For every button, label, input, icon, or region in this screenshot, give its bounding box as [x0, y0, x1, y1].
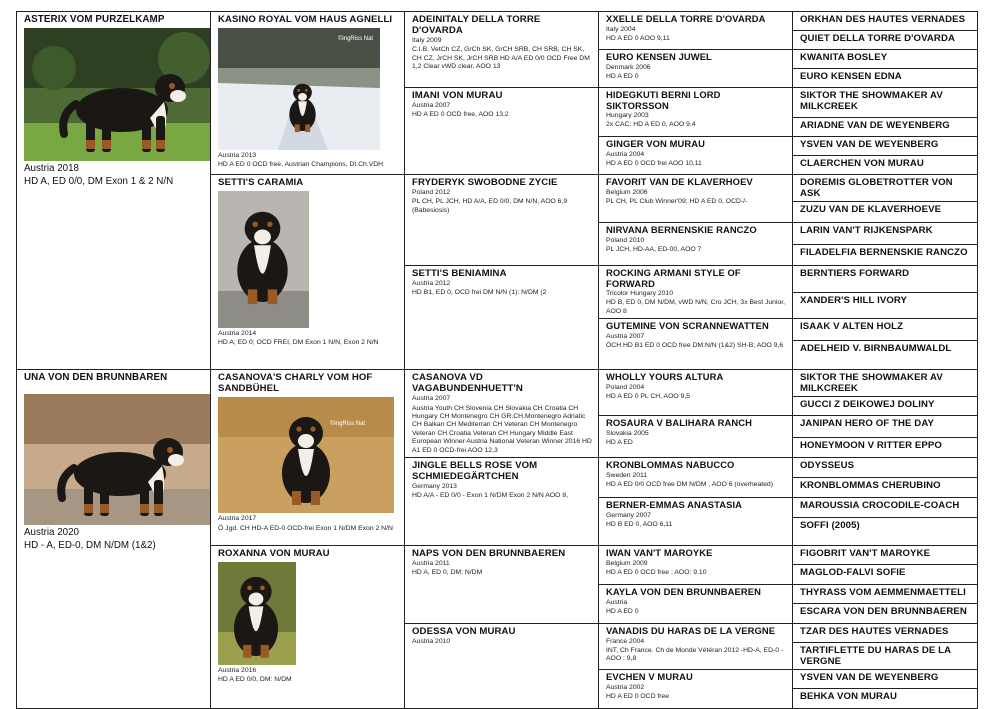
gen3-cell-6: [405, 458, 599, 546]
granddam-2-details: HD A ED 0/0, DM: N/DM: [218, 676, 292, 684]
photo-watermark: ©ingRiss Nat: [330, 421, 366, 428]
gen3-cell-1: [405, 12, 599, 88]
gen5-name: BEHKA VON MURAU: [800, 691, 898, 703]
gen4-country-year: Austria 2002: [606, 683, 645, 691]
granddam-1-name: SETTI'S CARAMIA: [218, 177, 304, 188]
gen5-name: GUCCI Z DEIKOWEJ DOLINY: [800, 399, 935, 411]
gen3-details: HD A, ED 0, DM: N/DM: [412, 569, 483, 577]
sire-name: ASTERIX VOM PURZELKAMP: [24, 14, 165, 25]
sire-health: HD A, ED 0/0, DM Exon 1 & 2 N/N: [24, 176, 174, 187]
gen4-cell-3: [599, 88, 793, 137]
gen3-name: ODESSA VON MURAU: [412, 626, 516, 638]
grandsire-2-country-year: Austria 2017: [218, 515, 257, 523]
gen3-details: HD A/A - ED 0/0 - Exon 1 N/DM Exon 2 N/N AOO 8,: [412, 492, 569, 500]
gen4-details: 2x CAC; HD A ED 0, AOO 9,4: [606, 121, 696, 129]
gen4-details: PL JCH, HD-AA, ED-00, AOO 7: [606, 245, 702, 253]
gen4-name: EVCHEN V MURAU: [606, 671, 693, 683]
gen4-country-year: Slovakia 2005: [606, 429, 649, 437]
dog-photo-icon: [218, 397, 394, 513]
gen4-cell-15: [599, 624, 793, 670]
gen5-cell: [793, 245, 978, 266]
gen3-country-year: Italy 2009: [412, 37, 442, 44]
grandsire-1-photo: [218, 28, 380, 150]
gen5-name: FILADELFIA BERNENSKIE RANCZO: [800, 247, 968, 258]
gen5-name: FIGOBRIT VAN'T MAROYKE: [800, 548, 931, 560]
granddam-2-name: ROXANNA VON MURAU: [218, 548, 330, 560]
granddam-1-country-year: Austria 2014: [218, 330, 257, 337]
gen4-name: HIDEGKUTI BERNI LORD SIKTORSSON: [606, 89, 721, 111]
grandsire-2-photo: [218, 397, 394, 513]
grandsire-1-cell: [211, 12, 405, 175]
gen4-country-year: Belgium 2009: [606, 559, 648, 567]
gen4-details: HD A ED 0 OCD frei AOO 10,11: [606, 159, 702, 167]
gen5-cell: [793, 88, 978, 118]
gen4-country-year: Austria: [606, 598, 628, 606]
gen3-name: SETTI'S BENIAMINA: [412, 268, 507, 279]
gen4-country-year: Denmark 2006: [606, 63, 651, 71]
gen3-country-year: Austria 2007: [412, 395, 451, 403]
gen4-cell-7: [599, 266, 793, 319]
grandsire-2-name: CASANOVA'S CHARLY VOM HOF SANDBÜHEL: [218, 372, 373, 395]
gen4-cell-9: [599, 370, 793, 416]
gen5-name: ISAAK V ALTEN HOLZ: [800, 321, 904, 333]
gen5-name: MAROUSSIA CROCODILE-COACH: [800, 500, 960, 512]
sire-country-year: Austria 2018: [24, 163, 80, 174]
granddam-2-photo: [218, 562, 296, 665]
gen4-name: KRONBLOMMAS NABUCCO: [606, 459, 735, 471]
granddam-1-photo: [218, 191, 309, 328]
gen5-name: BERNTIERS FORWARD: [800, 268, 910, 279]
gen4-country-year: Italy 2004: [606, 25, 636, 33]
gen5-cell: [793, 438, 978, 458]
granddam-1-details: HD A; ED 0; OCD FREI, DM Exon 1 N/N, Exon 2 N/N: [218, 339, 379, 347]
gen5-cell: [793, 585, 978, 604]
gen5-cell: [793, 293, 978, 319]
gen4-details: HD B ED 0, AOO 6,11: [606, 520, 673, 528]
gen4-details: HD A ED 0 PL CH, AOO 9,5: [606, 393, 690, 401]
gen4-details: HD A ED 0: [606, 607, 639, 615]
gen4-details: HD A ED 0 OCD free: [606, 692, 670, 700]
dog-photo-icon: [218, 191, 309, 328]
gen3-details: HD B1, ED 0, OCD frei DM N/N (1): N/DM (2: [412, 289, 547, 297]
gen4-name: IWAN VAN'T MAROYKE: [606, 547, 713, 559]
gen4-name: NIRVANA BERNENSKIE RANCZO: [606, 224, 757, 235]
gen5-name: SOFFI (2005): [800, 520, 860, 532]
gen5-name: TARTIFLETTE DU HARAS DE LA VERGNE: [800, 645, 951, 668]
gen5-name: EURO KENSEN EDNA: [800, 71, 902, 82]
gen3-cell-5: [405, 370, 599, 458]
gen4-cell-14: [599, 585, 793, 624]
gen5-name: QUIET DELLA TORRE D'OVARDA: [800, 33, 956, 44]
gen5-name: LARIN VAN'T RIJKENSPARK: [800, 225, 933, 236]
gen4-cell-16: [599, 670, 793, 709]
granddam-2-country-year: Austria 2016: [218, 667, 257, 675]
gen3-cell-4: [405, 266, 599, 370]
gen5-cell: [793, 50, 978, 69]
gen5-name: ZUZU VAN DE KLAVERHOEVE: [800, 204, 942, 215]
gen4-cell-2: [599, 50, 793, 88]
grandsire-1-details: HD A ED 0 OCD free, Austrian Champions, Dt.Ch.VDH: [218, 161, 384, 169]
gen5-cell: [793, 175, 978, 202]
sire-cell: [17, 12, 211, 370]
gen4-name: ROSAURA V BALIHARA RANCH: [606, 417, 752, 429]
gen5-cell: [793, 416, 978, 438]
gen5-name: SIKTOR THE SHOWMAKER AV MILKCREEK: [800, 90, 943, 112]
gen4-details: HD A ED 0 AOO 9,11: [606, 34, 670, 42]
photo-watermark: ©ingRiss Nat: [338, 36, 374, 42]
gen5-name: CLAERCHEN VON MURAU: [800, 158, 924, 169]
gen3-name: NAPS VON DEN BRUNNBAEREN: [412, 548, 566, 560]
gen4-cell-12: [599, 498, 793, 546]
gen5-name: YSVEN VAN DE WEYENBERG: [800, 139, 939, 150]
gen3-name: ADEINITALY DELLA TORRE D'OVARDA: [412, 14, 541, 36]
gen5-name: TZAR DES HAUTES VERNADES: [800, 626, 949, 638]
gen4-country-year: Poland 2010: [606, 236, 645, 244]
gen4-details: INT, Ch France. Ch de Monde Vétéran 2012 -HD-A, ED-0 - AOO : 9,8: [606, 646, 784, 663]
dog-photo-icon: [24, 394, 210, 525]
gen5-cell: [793, 370, 978, 397]
gen5-name: XANDER'S HILL IVORY: [800, 295, 908, 307]
gen4-name: WHOLLY YOURS ALTURA: [606, 371, 724, 383]
gen5-cell: [793, 604, 978, 624]
gen4-country-year: Austria 2007: [606, 332, 645, 340]
gen5-cell: [793, 156, 978, 175]
grandsire-2-cell: [211, 370, 405, 546]
granddam-1-cell: [211, 175, 405, 370]
gen4-name: GINGER VON MURAU: [606, 138, 705, 149]
gen5-cell: [793, 31, 978, 50]
gen4-details: ÖCH HD B1 ED 0 OCD free DM:N/N (1&2) SH-B; AOO 9,6: [606, 342, 784, 350]
gen4-country-year: Tricolor Hungary 2010: [606, 290, 673, 297]
grandsire-1-name: KASINO ROYAL VOM HAUS AGNELLI: [218, 14, 393, 25]
gen3-cell-7: [405, 546, 599, 624]
gen3-details: HD A ED 0 OCD free, AOO 13,2: [412, 111, 509, 119]
gen5-cell: [793, 223, 978, 245]
grandsire-1-country-year: Austria 2013: [218, 152, 257, 159]
gen4-details: HD B, ED 0, DM N/DM, vWD N/N, Cro JCH, 3x Best Junior, AOO 8: [606, 299, 786, 315]
gen5-cell: [793, 397, 978, 416]
dam-name: UNA VON DEN BRUNNBAREN: [24, 372, 168, 384]
granddam-2-cell: [211, 546, 405, 709]
dam-health: HD - A, ED-0, DM N/DM (1&2): [24, 540, 156, 552]
gen3-cell-8: [405, 624, 599, 709]
gen3-name: CASANOVA VD VAGABUNDENHUETT'N: [412, 372, 523, 395]
gen5-cell: [793, 498, 978, 518]
gen4-country-year: Poland 2004: [606, 383, 645, 391]
gen4-country-year: France 2004: [606, 637, 645, 645]
gen3-cell-2: [405, 88, 599, 175]
gen5-cell: [793, 670, 978, 689]
gen3-name: IMANI VON MURAU: [412, 90, 503, 101]
gen4-details: HD A ED: [606, 439, 633, 447]
gen5-name: KRONBLOMMAS CHERUBINO: [800, 480, 941, 492]
gen5-name: KWANITA BOSLEY: [800, 52, 888, 63]
gen4-name: XXELLE DELLA TORRE D'OVARDA: [606, 13, 766, 24]
gen5-name: DOREMIS GLOBETROTTER VON ASK: [800, 177, 953, 199]
gen5-cell: [793, 12, 978, 31]
gen3-country-year: Austria 2010: [412, 638, 451, 646]
gen4-country-year: Sweden 2011: [606, 471, 648, 479]
gen5-cell: [793, 643, 978, 670]
gen5-cell: [793, 624, 978, 643]
gen4-name: GUTEMINE VON SCRANNEWATTEN: [606, 320, 769, 332]
gen4-details: HD A ED 0 OCD free ; AOO: 9.10: [606, 568, 707, 576]
gen5-cell: [793, 319, 978, 341]
gen4-name: EURO KENSEN JUWEL: [606, 51, 712, 62]
gen5-name: HONEYMOON V RITTER EPPO: [800, 440, 942, 452]
gen5-cell: [793, 118, 978, 137]
gen5-cell: [793, 341, 978, 370]
gen5-name: ESCARA VON DEN BRUNNBAEREN: [800, 606, 967, 618]
gen5-cell: [793, 69, 978, 88]
gen5-cell: [793, 202, 978, 223]
gen3-cell-3: [405, 175, 599, 266]
gen5-cell: [793, 458, 978, 478]
gen4-cell-13: [599, 546, 793, 585]
pedigree-table: [16, 11, 978, 709]
gen4-country-year: Austria 2004: [606, 150, 645, 158]
gen4-cell-11: [599, 458, 793, 498]
gen4-name: ROCKING ARMANI STYLE OF FORWARD: [606, 267, 741, 289]
gen5-cell: [793, 266, 978, 293]
grandsire-2-details: Ö Jgd. CH HD-A ED-0 OCD-frei Exon 1 N/DM Exon 2 N/N: [218, 524, 393, 532]
gen5-cell: [793, 518, 978, 546]
gen5-name: ARIADNE VAN DE WEYENBERG: [800, 120, 950, 131]
gen4-country-year: Belgium 2006: [606, 188, 648, 196]
gen4-cell-1: [599, 12, 793, 50]
gen4-details: HD A ED 0/0 OCD free DM N/DM , AOO 6 (overheated): [606, 480, 773, 488]
gen5-name: YSVEN VAN DE WEYENBERG: [800, 672, 939, 684]
gen4-name: BERNER-EMMAS ANASTASIA: [606, 499, 743, 511]
gen4-details: PL CH, PL Club Winner'09; HD A ED 0, OCD-/-: [606, 197, 748, 205]
gen3-details: Austria Youth CH Slovenia CH Slovakia CH Croatia CH Hungary CH Montenegro CH GR.CH.Montenegro Adriatic CH Balkan CH Mediterran CH Veteran CH Montenegro Veteran CH Croatia Veteran CH Hungary Middle East European Winner Austria National Veteran Winner 2016 HD A1 ED 0 OCD-frei AOO 12,3: [412, 404, 592, 454]
gen4-details: HD A ED 0: [606, 72, 639, 80]
gen3-details: C.I.B. VetCh CZ, GrCh SK, GrCH SRB, CH SRB, CH SK, CH CZ, JrCH SK, JrCH SRB HD A/A ED 0/0 OCD Free DM 1,2 Clear vWD clear, AOO 13: [412, 46, 590, 71]
dog-photo-icon: [218, 562, 296, 665]
gen4-cell-4: [599, 137, 793, 175]
gen3-country-year: Germany 2013: [412, 483, 457, 491]
gen4-cell-6: [599, 223, 793, 266]
dam-cell: [17, 370, 211, 709]
gen3-name: JINGLE BELLS ROSE VOM SCHMIEDEGÄRTCHEN: [412, 460, 538, 483]
gen4-name: VANADIS DU HARAS DE LA VERGNE: [606, 625, 776, 637]
gen4-country-year: Hungary 2003: [606, 112, 649, 119]
gen5-name: ADELHEID V. BIRNBAUMWALDL: [800, 343, 952, 355]
gen4-cell-5: [599, 175, 793, 223]
gen5-name: JANIPAN HERO OF THE DAY: [800, 418, 934, 430]
gen5-cell: [793, 478, 978, 498]
gen5-cell: [793, 689, 978, 709]
gen4-name: FAVORIT VAN DE KLAVERHOEV: [606, 176, 753, 187]
gen5-cell: [793, 546, 978, 565]
gen4-name: KAYLA VON DEN BRUNNBAEREN: [606, 586, 761, 598]
dam-country-year: Austria 2020: [24, 527, 80, 539]
gen5-cell: [793, 565, 978, 585]
gen4-cell-10: [599, 416, 793, 458]
gen5-name: THYRASS VOM AEMMENMAETTELI: [800, 587, 966, 599]
gen3-country-year: Austria 2007: [412, 102, 451, 109]
dog-photo-icon: [24, 28, 210, 161]
gen5-name: MAGLOD-FALVI SOFIE: [800, 567, 906, 579]
gen3-country-year: Poland 2012: [412, 189, 451, 196]
gen5-name: ODYSSEUS: [800, 460, 855, 472]
gen3-name: FRYDERYK SWOBODNE ZYCIE: [412, 177, 558, 188]
gen3-country-year: Austria 2011: [412, 560, 450, 568]
gen3-details: PL CH, PL JCH, HD A/A, ED 0/0, DM N/N, AOO 6,9 (Babesiosis): [412, 198, 568, 214]
sire-photo: [24, 28, 210, 161]
dam-photo: [24, 394, 210, 525]
gen5-cell: [793, 137, 978, 156]
gen5-name: SIKTOR THE SHOWMAKER AV MILKCREEK: [800, 372, 943, 395]
gen4-cell-8: [599, 319, 793, 370]
gen5-name: ORKHAN DES HAUTES VERNADES: [800, 14, 966, 25]
gen3-country-year: Austria 2012: [412, 280, 451, 287]
gen4-country-year: Germany 2007: [606, 511, 651, 519]
dog-photo-icon: [218, 28, 380, 150]
